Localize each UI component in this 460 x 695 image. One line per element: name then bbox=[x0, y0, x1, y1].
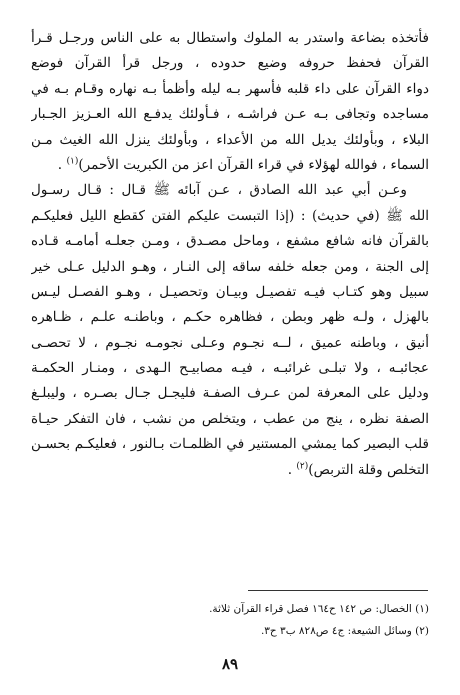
text-line: مساجده وتجافى بـه عـن فراشـه ، فـأولئك يدفـع الله العـزيز الجـبار bbox=[31, 106, 429, 123]
text-line bbox=[31, 153, 429, 178]
footnote-ref: (١) bbox=[66, 156, 79, 167]
page-number: ٨٩ bbox=[221, 655, 239, 673]
footnotes bbox=[31, 598, 429, 642]
text-line: فأتخذه بضاعة واستدر به الملوك واستطال به على الناس ورجـل قـرأ bbox=[31, 30, 429, 46]
main-text bbox=[31, 26, 429, 483]
text-line: إلى الجنة ، ومن جعله خلفه ساقه إلى النـار ، وهـو الدليل عـلى خير bbox=[31, 258, 429, 275]
text-line-content: التخلص وقلة التربص) bbox=[308, 461, 429, 478]
text-line: قلب البصير كما يمشي المستنير في الظلمـات بـالنور ، فعليكـم بحسـن bbox=[31, 436, 429, 453]
footnote-divider bbox=[248, 590, 428, 591]
text-line: بالقرآن فانه شافع مشفع ، وماحل مصـدق ، ومـن جعلـه أمامـه قـاده bbox=[31, 233, 429, 250]
footnote: (٢) وسائل الشيعة: ج٤ ص٨٢٨ ب٣ ح٣. bbox=[260, 625, 429, 637]
text-line: وعـن أبي عبد الله الصادق ، عـن آبائه ﷺ قـال : قـال رسـول bbox=[31, 182, 407, 199]
text-line: الصفة نظره ، ينج من عطب ، ويتخلص من نشب ، فان التفكر حيـاة bbox=[31, 410, 429, 427]
text-line: الله ﷺ (في حديث) : (إذا التبست عليكم الفتن كقطع الليل فعليكـم bbox=[31, 207, 429, 224]
text-line-content: السماء ، فوالله لهؤلاء في قراء القرآن اعز من الكبريت الأحمر) bbox=[78, 156, 429, 173]
text-line: البلاء ، وبأولئك يديل الله من الأعداء ، وبأولئك ينزل الله الغيث مـن bbox=[31, 131, 429, 148]
footnote-ref: (٢) bbox=[296, 461, 309, 472]
text-line: أنيق ، وباطنه عميق ، لــه نجـوم وعـلى نجومـه نجـوم ، لا تحصـى bbox=[31, 334, 429, 351]
footnote: (١) الخصال: ص ١٤٢ ح١٦٤ فصل قراء القرآن ثلاثة. bbox=[209, 603, 429, 615]
text-line: بالهزل ، ولـه ظهر وبطن ، فظاهره حكـم ، وباطنـه علـم ، ظـاهره bbox=[31, 309, 429, 326]
line-end-punctuation: . bbox=[287, 461, 297, 478]
text-line: سبيل وهو كتـاب فيـه تفصيـل وبيـان وتحصيـل ، وهـو الفصـل ليـس bbox=[31, 283, 429, 300]
text-line: دواء القرآن على داء قلبه فأسهر بـه ليله وأظمأ بـه نهاره وقـام بـه في bbox=[31, 80, 429, 97]
text-line: ودليل على المعرفة لمن عـرف الصفـة فليجـل جـال بصـره ، وليبلـغ bbox=[31, 385, 429, 402]
text-line: عجائبـه ، ولا تبلـى غرائبـه ، فيـه مصابيـح الـهدى ، ومنـار الحكمـة bbox=[31, 360, 429, 377]
text-line: القرآن فحفظ حروفه وضيع حدوده ، ورجل قرأ القرآن فوضع bbox=[31, 55, 429, 72]
text-line bbox=[31, 458, 429, 483]
line-end-punctuation: . bbox=[57, 156, 67, 173]
